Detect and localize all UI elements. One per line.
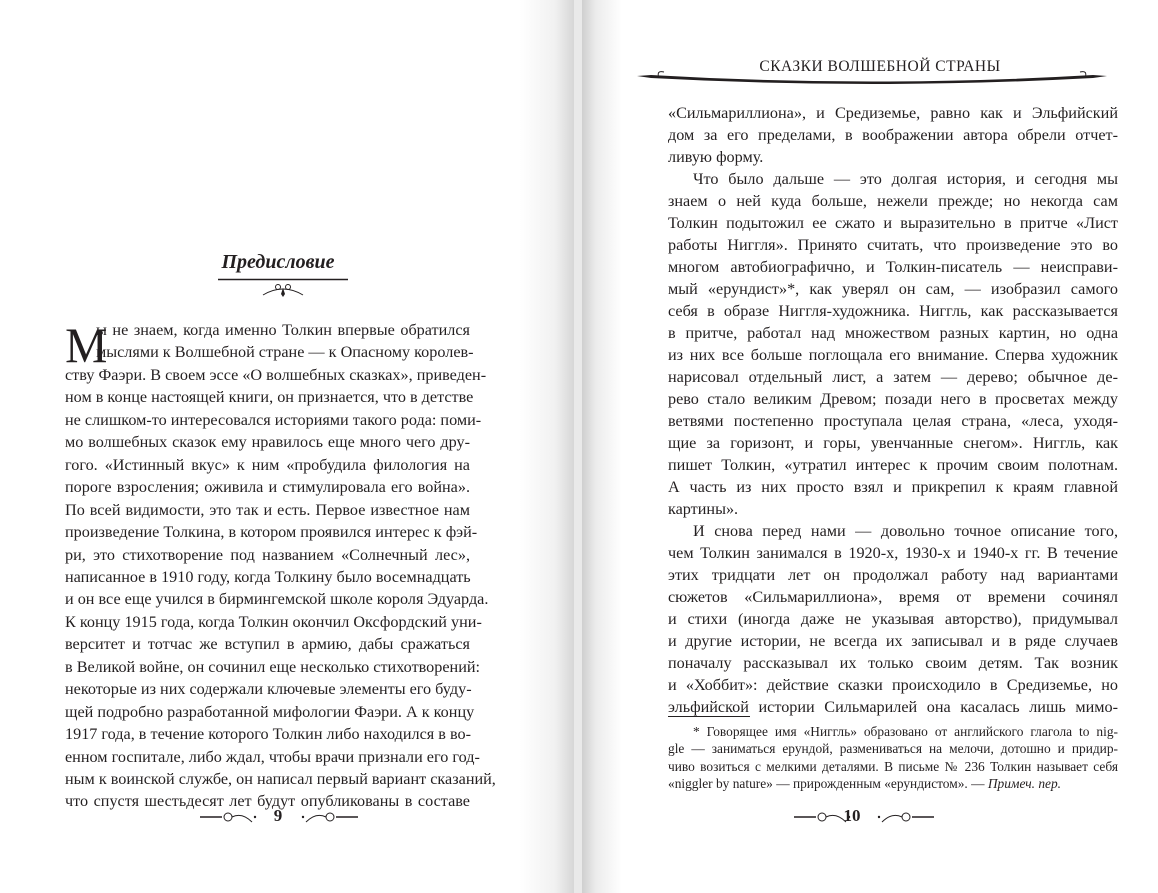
text-line: К концу 1915 года, когда Толкин окончил Оксфордский уни- bbox=[65, 612, 482, 631]
text-line: произведение Толкина, в котором проявился интерес к фэй- bbox=[65, 523, 478, 542]
text-line: ном в конце настоящей книги, он признается, что в детстве bbox=[65, 388, 474, 407]
text-line: в притче, работал над множеством разных картин, но одна bbox=[668, 324, 1118, 342]
page-number: 9 bbox=[273, 806, 283, 825]
text-line: щей подробно разработанной мифологии Фаэри. А к концу bbox=[65, 702, 475, 721]
text-line: нарисовал отдельный лист, а затем — дерево; обычное де- bbox=[668, 368, 1118, 386]
right-page bbox=[582, 0, 1158, 893]
text-line: мо волшебных сказок ему нравилось еще много чего дру- bbox=[65, 433, 470, 452]
text-line: енном госпитале, либо ждал, чтобы врачи признали его год- bbox=[65, 747, 480, 766]
text-line: щие за горизонт, и горы, увенчанные снегом». Ниггль, как bbox=[668, 434, 1118, 452]
text-line: из них все больше поглощала его внимание. Сперва художник bbox=[668, 346, 1118, 364]
page-number-ornament-right bbox=[874, 810, 934, 824]
text-line: знаем о ней куда больше, нежели прежде; но некогда сам bbox=[668, 192, 1118, 210]
text-line: написанное в 1910 году, когда Толкину было восемнадцать bbox=[65, 567, 471, 586]
running-header: СКАЗКИ ВОЛШЕБНОЙ СТРАНЫ bbox=[759, 58, 1001, 75]
text-line: И снова перед нами — довольно точное описание того, bbox=[693, 522, 1118, 540]
text-line: ству Фаэри. В своем эссе «О волшебных сказках», приведен- bbox=[65, 365, 487, 384]
text-line: 1917 года, в течение которого Толкин либо находился в во- bbox=[65, 725, 471, 744]
footnote-line: gle — заниматься ерундой, размениваться на мелочи, дотошно и придир- bbox=[668, 741, 1118, 757]
text-line: А часть из них просто взял и прикрепил к краям главной bbox=[668, 478, 1118, 496]
text-line: пороге взросления; оживила и стимулировала его война». bbox=[65, 478, 470, 497]
left-page bbox=[0, 0, 574, 893]
title-ornament bbox=[218, 278, 348, 300]
text-line: рево стало великим Древом; позади него в просветах между bbox=[668, 390, 1118, 408]
text-line: ы не знаем, когда именно Толкин впервые обратился bbox=[96, 321, 470, 339]
text-line: и другие истории, не всегда их записывал и в ряде случаев bbox=[668, 632, 1118, 650]
footnote-divider bbox=[668, 716, 750, 717]
footnote-text: «niggler by nature» — прирожденным «ерундистом». — bbox=[668, 775, 988, 791]
drop-cap: М bbox=[65, 317, 108, 373]
footnote-line bbox=[668, 776, 1118, 792]
text-line: работы Ниггля». Принято считать, что произведение это во bbox=[668, 236, 1118, 254]
text-line: в Великой войне, он сочинил еще несколько стихотворений: bbox=[65, 657, 481, 676]
text-line: этих тридцати лет он продолжал работу над вариантами bbox=[668, 566, 1118, 584]
text-line: «Сильмариллиона», и Средиземье, равно как и Эльфийский bbox=[668, 104, 1118, 122]
text-line: пишет Толкин, «утратил интерес к прочим своим полотнам. bbox=[668, 456, 1118, 474]
text-line: Толкин подытожил ее сжато и выразительно в притче «Лист bbox=[668, 214, 1118, 232]
text-line: поначалу рассказывал их только своим детям. Так возник bbox=[668, 654, 1118, 672]
page-number-ornament-right bbox=[298, 810, 358, 824]
text-line: ливую форму. bbox=[668, 148, 764, 166]
text-line: и он все еще учился в бирмингемской школе короля Эдуарда. bbox=[65, 590, 489, 609]
footnote-line: * Говорящее имя «Ниггль» образовано от английского глагола to nig- bbox=[693, 724, 1118, 739]
page-number-ornament-left bbox=[200, 810, 260, 824]
text-line: дом за его пределами, в воображении автора обрели отчет- bbox=[668, 126, 1118, 144]
text-line: сюжетов «Сильмариллиона», время от времени сочинял bbox=[668, 588, 1118, 606]
text-line: Что было дальше — это долгая история, и сегодня мы bbox=[693, 170, 1118, 188]
translator-note: Примеч. пер. bbox=[987, 775, 1061, 791]
text-line: По всей видимости, это так и есть. Первое известное нам bbox=[65, 500, 470, 519]
text-line: чем Толкин занимался в 1920-х, 1930-х и 1940-х гг. В течение bbox=[668, 544, 1118, 562]
text-line: и «Хоббит»: действие сказки происходило в Средиземье, но bbox=[668, 676, 1118, 694]
text-line: ри, это стихотворение под названием «Солнечный лес», bbox=[65, 545, 470, 564]
footnote-line: чиво возиться с мелкими деталями. В письме № 236 Толкин называет себя bbox=[668, 758, 1118, 774]
text-line: ным к воинской службе, он написал первый вариант сказаний, bbox=[65, 770, 496, 788]
text-line: многом автобиографично, и Толкин-писатель — неисправи- bbox=[668, 258, 1118, 276]
header-rule-ornament bbox=[637, 70, 1107, 90]
text-line: эльфийской истории Сильмарилей она касалась лишь мимо- bbox=[668, 698, 1118, 716]
text-line: мый «ерундист»*, как уверял он сам, — изобразил самого bbox=[668, 280, 1118, 298]
text-line: и стихи (иногда даже не указывая авторство), придумывал bbox=[668, 610, 1118, 628]
text-line: мыслями к Волшебной стране — к Опасному королев- bbox=[96, 343, 474, 362]
page-number: 10 bbox=[843, 806, 861, 825]
text-line: что спустя шестьдесят лет будут опубликованы в составе bbox=[65, 792, 470, 811]
text-line: некоторые из них содержали ключевые элементы его буду- bbox=[65, 680, 472, 699]
chapter-title: Предисловие bbox=[221, 251, 335, 273]
text-line: картины». bbox=[668, 500, 739, 518]
text-line: не слишком-то интересовался историями такого рода: поми- bbox=[65, 410, 482, 429]
text-line: ветвями постепенно проступала целая страна, «леса, уходя- bbox=[668, 412, 1118, 430]
text-line: верситет и тотчас же вступил в армию, дабы сражаться bbox=[65, 635, 470, 654]
text-line: гого. «Истинный вкус» к ним «пробудила филология на bbox=[65, 455, 470, 474]
text-line: себя в образе Ниггля-художника. Ниггль, как рассказывается bbox=[668, 302, 1118, 320]
